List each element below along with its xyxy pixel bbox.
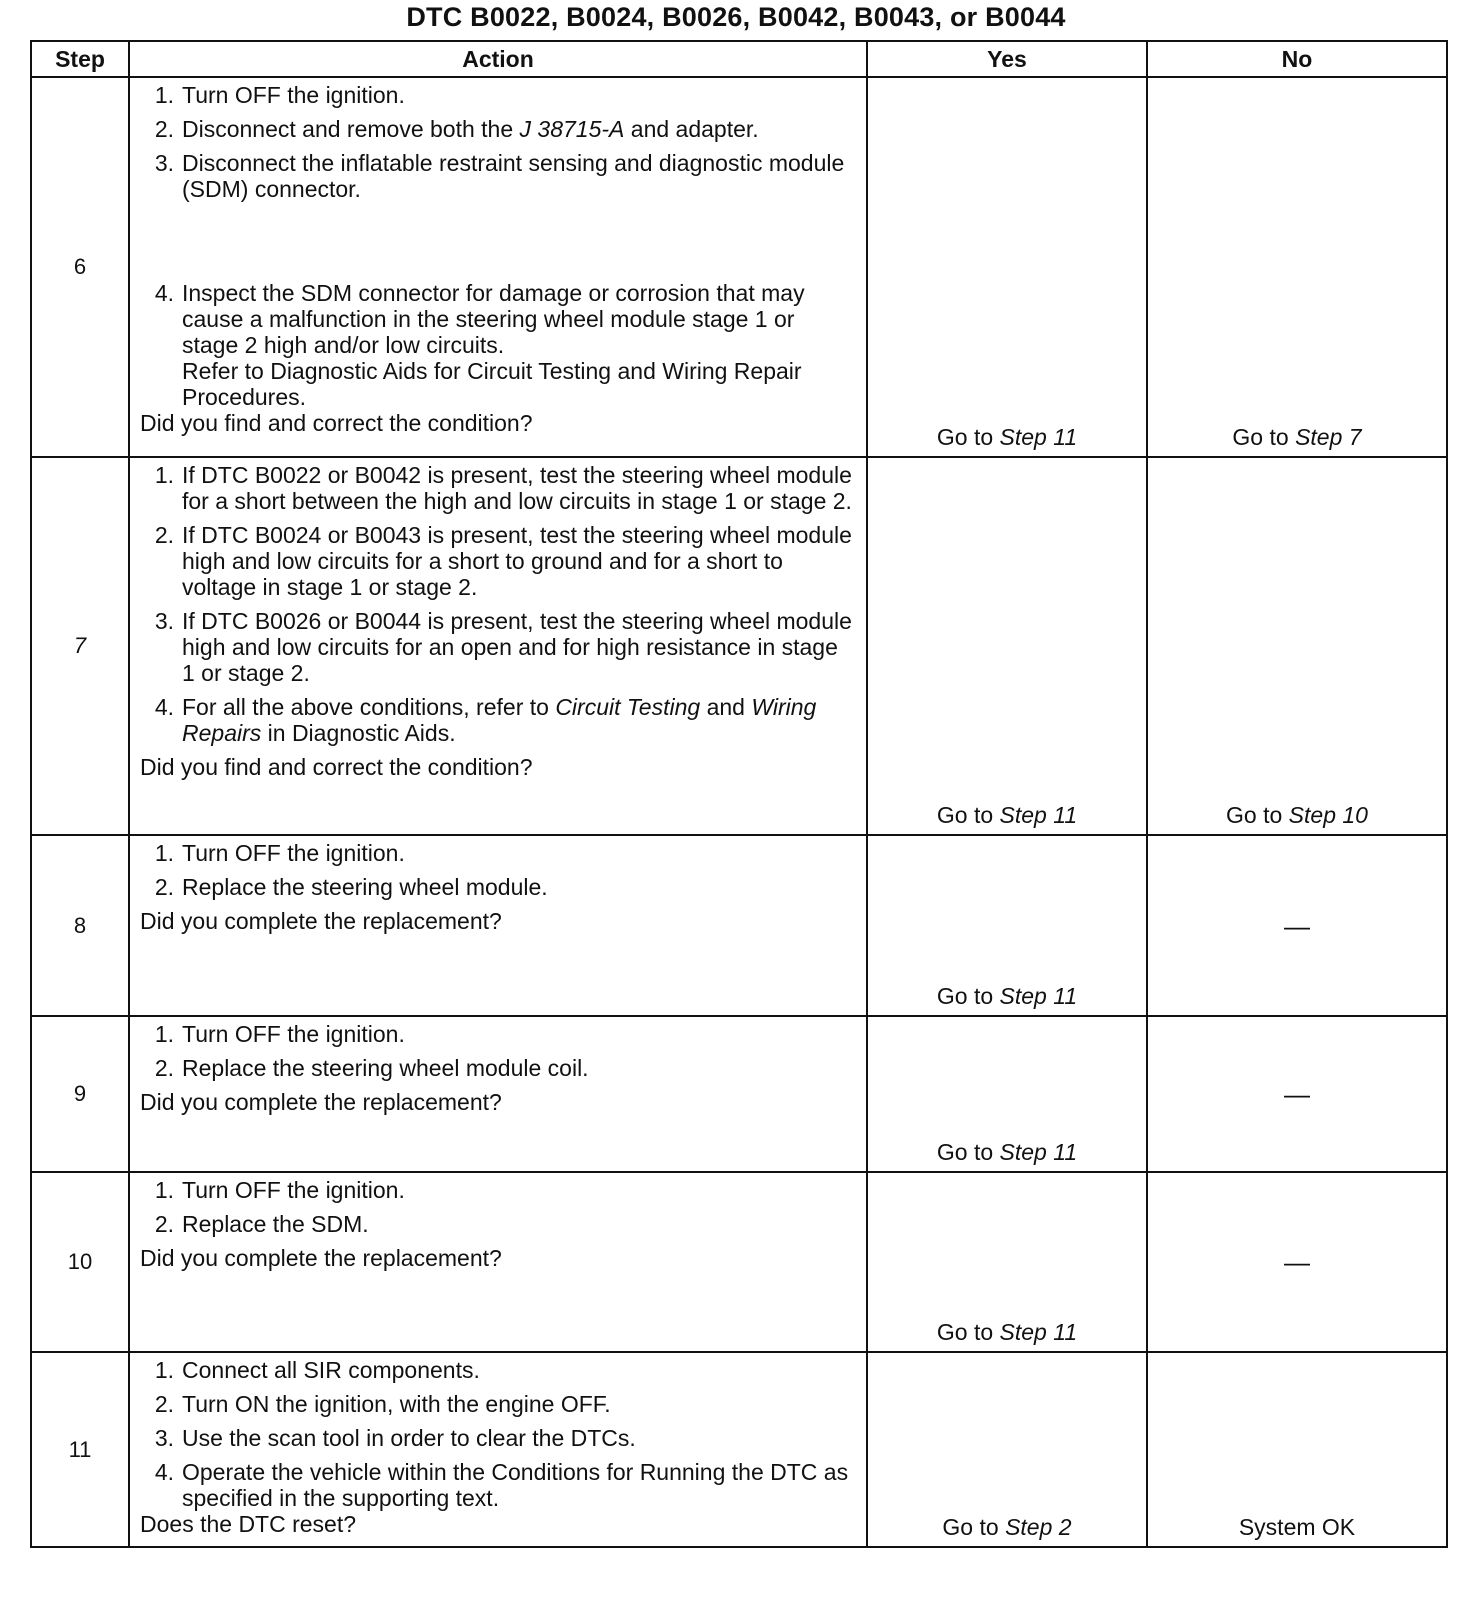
list-item: 1. Turn OFF the ignition. <box>154 1177 405 1203</box>
header-step: Step <box>31 41 129 77</box>
action-cell <box>129 1172 867 1352</box>
yes-answer: Go to Step 11 <box>867 835 1147 1016</box>
page-title: DTC B0022, B0024, B0026, B0042, B0043, or B0044 <box>406 2 1066 32</box>
header-yes: Yes <box>867 41 1147 77</box>
no-answer: — <box>1147 835 1447 1016</box>
action-list <box>140 840 856 908</box>
list-item: 2. If DTC B0024 or B0043 is present, test the steering wheel module high and low circuits for a short to ground and for a short to voltage in stage 1 or stage 2. <box>154 522 852 600</box>
question-text: Did you complete the replacement? <box>140 1245 502 1271</box>
list-item: 3. Use the scan tool in order to clear the DTCs. <box>154 1425 636 1451</box>
list-item: 2. Replace the steering wheel module coil. <box>154 1055 589 1081</box>
list-item: 2. Replace the steering wheel module. <box>154 874 548 900</box>
action-list <box>140 1021 856 1089</box>
step-number: 8 <box>31 835 129 1016</box>
action-cell <box>129 835 867 1016</box>
header-action: Action <box>129 41 867 77</box>
step-number: 10 <box>31 1172 129 1352</box>
list-item: 1. Connect all SIR components. <box>154 1357 480 1383</box>
step-number: 6 <box>31 77 129 457</box>
table-row <box>31 77 1447 457</box>
step-number: 7 <box>31 457 129 835</box>
no-answer: — <box>1147 1016 1447 1172</box>
table-row <box>31 1172 1447 1352</box>
action-list <box>140 280 856 410</box>
action-cell <box>129 1352 867 1547</box>
action-list <box>140 1357 856 1511</box>
list-item: 4. Operate the vehicle within the Conditions for Running the DTC as specified in the supporting text. <box>154 1459 849 1511</box>
yes-answer: Go to Step 11 <box>867 77 1147 457</box>
action-list <box>140 82 856 202</box>
list-item: 1. Turn OFF the ignition. <box>154 840 405 866</box>
action-list <box>140 462 856 754</box>
question-text: Did you complete the replacement? <box>140 908 502 934</box>
list-item: 1. Turn OFF the ignition. <box>154 1021 405 1047</box>
list-item: 2. Turn ON the ignition, with the engine OFF. <box>154 1391 611 1417</box>
action-cell <box>129 457 867 835</box>
list-item: 3. If DTC B0026 or B0044 is present, test the steering wheel module high and low circuits for an open and for high resistance in stage 1 or stage 2. <box>154 608 852 686</box>
yes-answer: Go to Step 11 <box>867 1016 1147 1172</box>
table-row <box>31 1352 1447 1547</box>
step-number: 11 <box>31 1352 129 1547</box>
yes-answer: Go to Step 11 <box>867 1172 1147 1352</box>
question-text: Did you find and correct the condition? <box>140 754 533 780</box>
step-number: 9 <box>31 1016 129 1172</box>
yes-answer: Go to Step 2 <box>867 1352 1147 1547</box>
action-cell <box>129 1016 867 1172</box>
header-no: No <box>1147 41 1447 77</box>
question-text: Did you find and correct the condition? <box>140 410 533 436</box>
no-answer: — <box>1147 1172 1447 1352</box>
no-answer: System OK <box>1147 1352 1447 1547</box>
list-item: 4. For all the above conditions, refer to Circuit Testing and Wiring Repairs in Diagnostic Aids. <box>154 694 817 746</box>
no-answer: Go to Step 10 <box>1147 457 1447 835</box>
list-item: 2. Replace the SDM. <box>154 1211 369 1237</box>
table-row <box>31 457 1447 835</box>
no-answer: Go to Step 7 <box>1147 77 1447 457</box>
header-row <box>31 41 1447 77</box>
list-item: 2. Disconnect and remove both the J 38715-A and adapter. <box>154 116 759 142</box>
question-text: Did you complete the replacement? <box>140 1089 502 1115</box>
list-item: 1. If DTC B0022 or B0042 is present, test the steering wheel module for a short between the high and low circuits in stage 1 or stage 2. <box>154 462 852 514</box>
yes-answer: Go to Step 11 <box>867 457 1147 835</box>
action-list <box>140 1177 856 1245</box>
list-item: 3. Disconnect the inflatable restraint sensing and diagnostic module (SDM) connector. <box>154 150 845 202</box>
dtc-table <box>30 40 1448 1548</box>
question-text: Does the DTC reset? <box>140 1511 357 1537</box>
table-row <box>31 1016 1447 1172</box>
table-row <box>31 835 1447 1016</box>
action-cell <box>129 77 867 457</box>
list-item: 4. Inspect the SDM connector for damage or corrosion that may cause a malfunction in the steering wheel module stage 1 or stage 2 high and/or low circuits. Refer to Diagnostic Aids for Circuit Testing and Wiring Repair Procedures. <box>154 280 805 410</box>
list-item: 1. Turn OFF the ignition. <box>154 82 405 108</box>
